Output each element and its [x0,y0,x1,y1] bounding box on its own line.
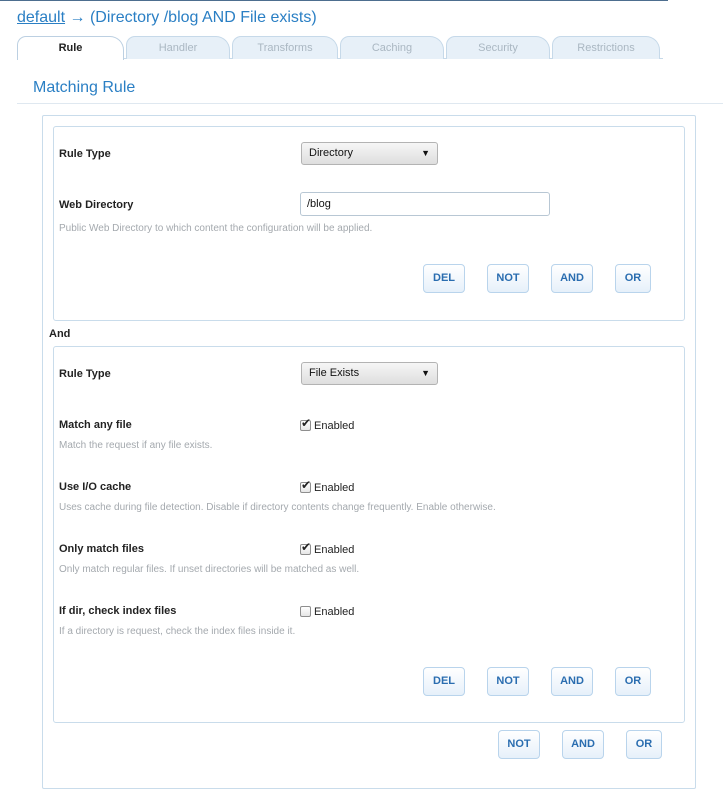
checkbox[interactable] [300,416,312,431]
tab-handler[interactable]: Handler [126,36,230,59]
check-icon: ✔ [301,416,312,431]
check-index-files-help: If a directory is request, check the index files inside it. [59,626,296,637]
dropdown-arrow-icon: ▼ [421,148,430,158]
check-index-files-label: If dir, check index files [59,605,177,617]
breadcrumb [17,9,317,27]
use-io-cache-help: Uses cache during file detection. Disable if directory contents change frequently. Enable otherwise. [59,502,496,513]
outer-or-button[interactable]: OR [626,730,662,759]
match-any-file-checkbox[interactable] [300,417,354,431]
del-button[interactable]: DEL [423,667,465,696]
section-divider [17,103,723,104]
tab-rule[interactable]: Rule [17,36,124,60]
check-index-files-checkbox[interactable] [300,603,354,617]
checkbox-label: Enabled [314,543,355,556]
rule-type-value: File Exists [309,367,360,379]
web-directory-label: Web Directory [59,199,134,211]
checkbox[interactable] [300,540,312,555]
rule-type-value: Directory [309,147,354,159]
and-button[interactable]: AND [551,264,593,293]
use-io-cache-label: Use I/O cache [59,481,132,493]
web-directory-input[interactable] [300,192,550,216]
tab-caching[interactable]: Caching [340,36,444,59]
breadcrumb-arrow: → [69,9,86,26]
check-icon: ✔ [301,478,312,493]
tab-transforms[interactable]: Transforms [232,36,338,59]
top-border [0,0,668,1]
match-any-file-label: Match any file [59,419,132,431]
checkbox-label: Enabled [314,481,355,494]
rule-type-label: Rule Type [59,148,111,160]
match-any-file-help: Match the request if any file exists. [59,440,213,451]
checkbox[interactable] [300,606,311,617]
check-icon: ✔ [301,540,312,555]
only-match-files-checkbox[interactable] [300,541,354,555]
del-button[interactable]: DEL [423,264,465,293]
only-match-files-help: Only match regular files. If unset directories will be matched as well. [59,564,360,575]
rule-type-label: Rule Type [59,368,111,380]
dropdown-arrow-icon: ▼ [421,368,430,378]
checkbox[interactable] [300,478,312,493]
checkbox-label: Enabled [314,419,355,432]
tab-security[interactable]: Security [446,36,550,59]
web-directory-help: Public Web Directory to which content the configuration will be applied. [59,223,373,234]
checkbox-label: Enabled [314,605,355,618]
only-match-files-label: Only match files [59,543,144,555]
or-button[interactable]: OR [615,667,651,696]
use-io-cache-checkbox[interactable] [300,479,354,493]
breadcrumb-default-link[interactable]: default [17,9,66,26]
tab-restrictions[interactable]: Restrictions [552,36,660,59]
outer-and-button[interactable]: AND [562,730,604,759]
rule-type-select[interactable] [301,142,438,165]
section-title: Matching Rule [33,79,136,96]
page-title: (Directory /blog AND File exists) [89,9,317,26]
and-button[interactable]: AND [551,667,593,696]
or-button[interactable]: OR [615,264,651,293]
not-button[interactable]: NOT [487,264,529,293]
outer-not-button[interactable]: NOT [498,730,540,759]
logic-connector: And [49,328,71,340]
rule-type-select[interactable] [301,362,438,385]
not-button[interactable]: NOT [487,667,529,696]
